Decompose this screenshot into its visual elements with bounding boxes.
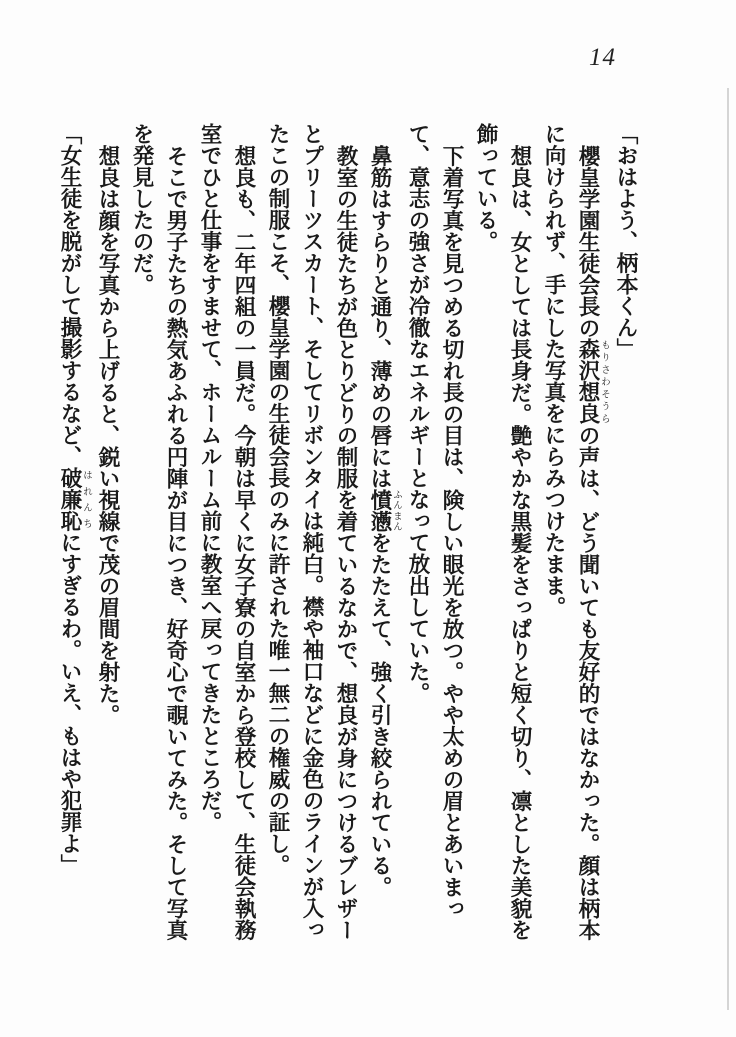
paragraph: 下着写真を見つめる切れ長の目は、険しい眼光を放つ。やや太めの眉とあいまって、意志の強さが冷徹なエネルギーとなって放出していた。 xyxy=(406,123,464,919)
paragraph: そこで男子たちの熱気あふれる円陣が目につき、好奇心で覗いてみた。そして写真を発見したのだ。 xyxy=(130,123,188,940)
paragraph: 「女生徒を脱がして撮影するなど、破廉恥 はれんちにすぎるわ。いえ、もはや犯罪よ」 xyxy=(58,123,91,876)
paragraph: 想良は顔を写真から上げると、鋭い視線で茂の眉間を射た。 xyxy=(96,144,120,725)
paragraph: 想良も、二年四組の一員だ。今朝は早くに女子寮の自室から登校して、生徒会執務室でひと仕事をすませて、ホームルーム前に教室へ戻ってきたところだ。 xyxy=(198,123,256,940)
ruby-annotated-text: 憤懣 ふんまん xyxy=(368,488,401,532)
paragraph: 鼻筋はすらりと通り、薄めの唇には憤懣 ふんまんをたたえて、強く引き絞られている。 xyxy=(368,144,401,897)
vertical-text-block xyxy=(53,123,643,943)
paragraph: 教室の生徒たちが色とりどりの制服を着ているなかで、想良が身につけるブレザーとプリーツスカート、そしてリボンタイは純白。襟や袖口などに金色のラインが入ったこの制服こそ、櫻皇学園の生徒会長のみに許された唯一無二の権威の証し。 xyxy=(266,123,358,940)
ruby-annotated-text: 破廉恥 はれんち xyxy=(58,467,91,532)
paragraph: 想良は、女としては長身だ。艶やかな黒髪をさっぱりと短く切り、凛とした美貌を飾っている。 xyxy=(474,123,532,940)
ruby-annotated-text: 森沢想良 もりさわそうら xyxy=(576,338,609,424)
page-number: 14 xyxy=(589,44,616,71)
paragraph: 櫻皇学園生徒会長の森沢想良 もりさわそうらの声は、どう聞いても友好的ではなかった。顔は柄本に向けられず、手にした写真をにらみつけたまま。 xyxy=(542,123,609,940)
scan-edge-line xyxy=(727,88,729,1010)
paragraph: 「おはよう、柄本くん」 xyxy=(614,123,638,360)
